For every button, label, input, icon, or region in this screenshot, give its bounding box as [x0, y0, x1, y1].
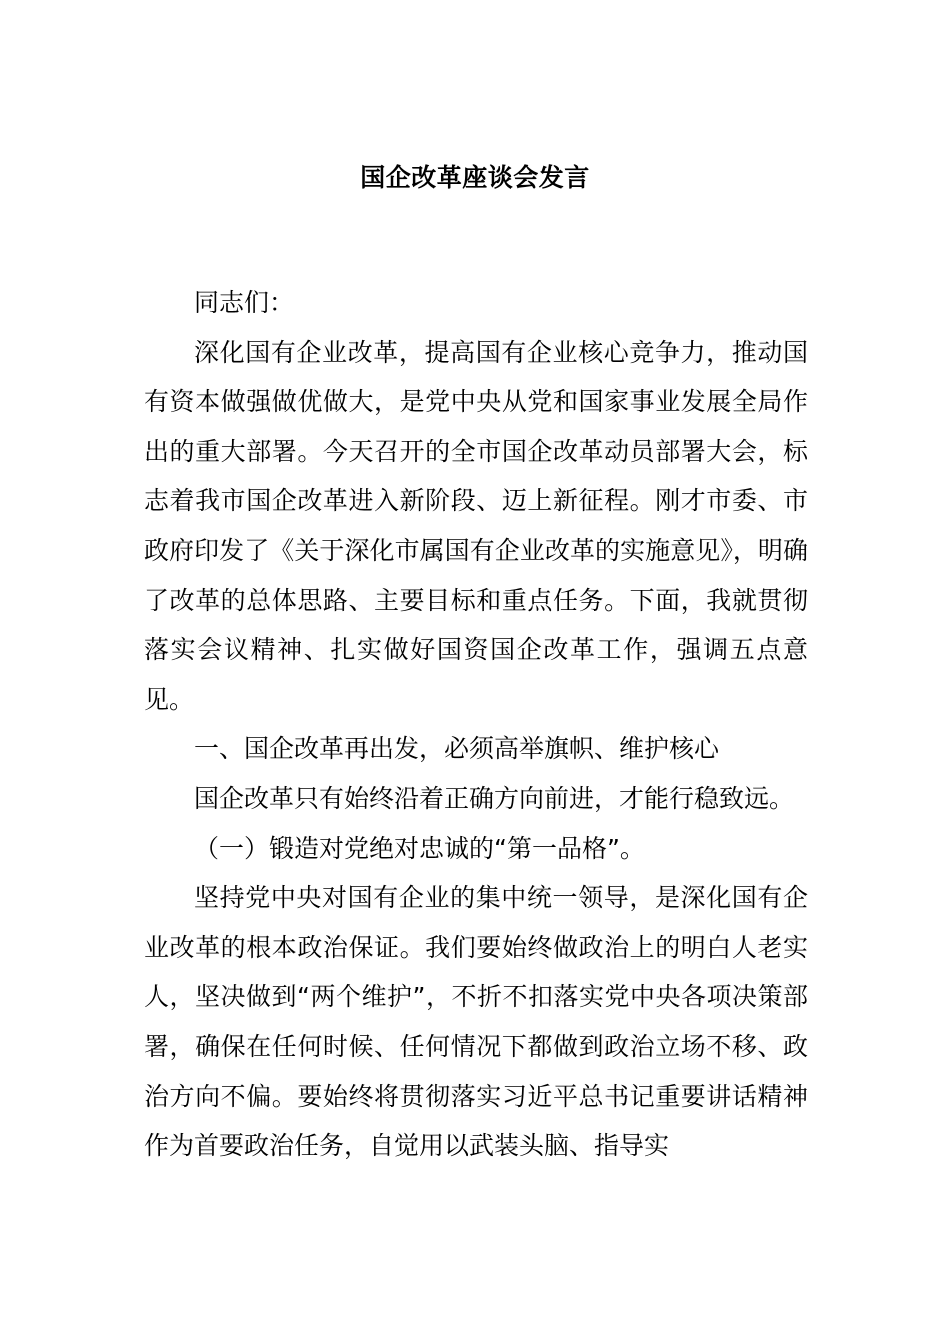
salutation-paragraph: 同志们：: [194, 288, 295, 317]
intro-paragraph: 深化国有企业改革，提高国有企业核心竞争力，推动国有资本做强做优做大，是党中央从党和国家事业发展全局作出的重大部署。今天召开的全市国企改革动员部署大会，标志着我市国企改革进入新阶段、迈上新征程。刚才市委、市政府印发了《关于深化市属国有企业改革的实施意见》，明确了改革的总体思路、主要目标和重点任务。下面，我就贯彻落实会议精神、扎实做好国资国企改革工作，强调五点意见。: [144, 337, 808, 714]
body-paragraph: 坚持党中央对国有企业的集中统一领导，是深化国有企业改革的根本政治保证。我们要始终做政治上的明白人老实人，坚决做到“两个维护”，不折不扣落实党中央各项决策部署，确保在任何时候、任何情况下都做到政治立场不移、政治方向不偏。要始终将贯彻落实习近平总书记重要讲话精神作为首要政治任务，自觉用以武装头脑、指导实: [144, 883, 808, 1161]
document-title: 国企改革座谈会发言: [360, 163, 590, 192]
document-body: [144, 278, 808, 1171]
section-lead-paragraph: 国企改革只有始终沿着正确方向前进，才能行稳致远。: [194, 783, 795, 813]
section-heading-1: 一、国企改革再出发，必须高举旗帜、维护核心: [194, 734, 720, 764]
subsection-heading-1: （一）锻造对党绝对忠诚的“第一品格”。: [194, 833, 645, 863]
